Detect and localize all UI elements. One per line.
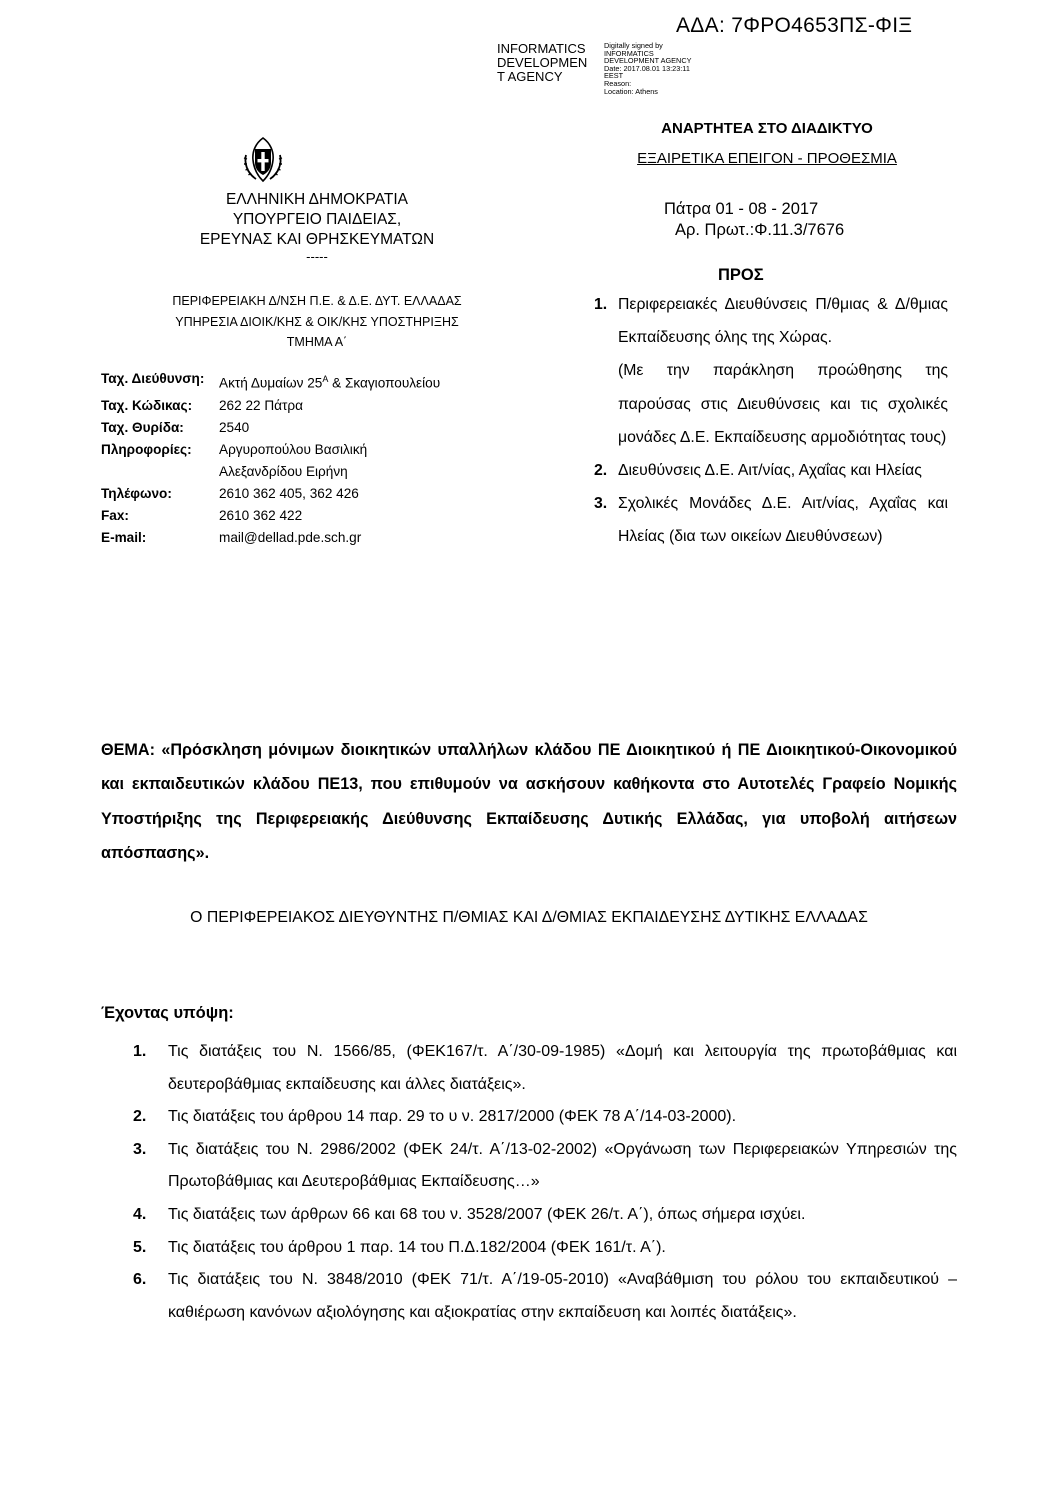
pobox-label: Ταχ. Θυρίδα:: [101, 419, 184, 435]
considering-label: Έχοντας υπόψη:: [101, 1004, 234, 1022]
contact-row-email: [101, 527, 440, 549]
contact-row-pobox: [101, 417, 440, 439]
header-divider: -----: [306, 249, 328, 264]
contact-row-info-2: [101, 461, 440, 483]
ministry-line: ΥΠΟΥΡΓΕΙΟ ΠΑΙΔΕΙΑΣ,: [232, 211, 402, 228]
consideration-number: 4.: [133, 1205, 147, 1223]
consideration-item: [101, 1101, 957, 1134]
recipient-number: 2.: [594, 462, 608, 480]
digital-signature-signer: [497, 42, 601, 84]
signature-detail-line: Digitally signed by: [604, 41, 663, 50]
consideration-number: 2.: [133, 1108, 147, 1126]
place-date: Πάτρα 01 - 08 - 2017: [664, 200, 819, 218]
fax-label: Fax:: [101, 507, 129, 523]
issuer-header: [110, 190, 524, 264]
email-value: mail@dellad.pde.sch.gr: [219, 529, 362, 545]
postcode-label: Ταχ. Κώδικας:: [101, 397, 193, 413]
subject: ΘΕΜΑ: «Πρόσκληση μόνιμων διοικητικών υπαλλήλων κλάδου ΠΕ Διοικητικού ή ΠΕ Διοικητικού-Οικονομικού και εκπαιδευτικών κλάδου ΠΕ13, που επιθυμούν να ασκήσουν καθήκοντα στο Αυτοτελές Γραφείο Νομικής Υποστήριξης της Περιφερειακής Διεύθυνσης Εκπαίδευσης Δυτικής Ελλάδας, για υποβολή αιτήσεων απόσπασης».: [101, 741, 957, 862]
recipient-note: (Με την παράκληση προώθησης της παρούσας στις Διευθύνσεις και τις σχολικές μονάδες Δ.Ε. Εκπαίδευσης αρμοδιότητας τους): [618, 362, 948, 446]
signer-line: INFORMATICS: [497, 41, 586, 56]
signature-detail-line: Date: 2017.08.01 13:23:11: [604, 63, 690, 73]
protocol-number: Αρ. Πρωτ.:Φ.11.3/7676: [675, 221, 845, 239]
phone-label: Τηλέφωνο:: [101, 485, 172, 501]
phone-value: 2610 362 405, 362 426: [219, 485, 359, 501]
post-online-flag: ΑΝΑΡΤΗΤΕΑ ΣΤΟ ΔΙΑΔΙΚΤΥΟ: [661, 120, 873, 137]
consideration-item: [101, 1264, 957, 1329]
contact-row-info: [101, 439, 440, 461]
consideration-item: [101, 1199, 957, 1232]
consideration-number: 5.: [133, 1238, 147, 1256]
ministry-line-2: ΕΡΕΥΝΑΣ ΚΑΙ ΘΡΗΣΚΕΥΜΑΤΩΝ: [199, 231, 435, 248]
fax-value: 2610 362 422: [219, 507, 303, 523]
consideration-text: Τις διατάξεις του Ν. 3848/2010 (ΦΕΚ 71/τ. Α΄/19-05-2010) «Αναβάθμιση του ρόλου του εκπαιδευτικού – καθιέρωση κανόνων αξιολόγησης και αξιοκρατίας στην εκπαίδευση και λοιπές διατάξεις».: [168, 1271, 957, 1321]
recipient-number: 1.: [594, 296, 608, 313]
signature-detail-line: EEST: [604, 71, 624, 81]
considerations-list: [101, 1036, 957, 1329]
consideration-item: [101, 1036, 957, 1101]
consideration-text: Τις διατάξεις του Ν. 1566/85, (ΦΕΚ167/τ. Α΄/30-09-1985) «Δομή και λειτουργία της πρωτοβάθμιας και δευτεροβάθμιας εκπαίδευσης και άλλες διατάξεις».: [168, 1043, 957, 1093]
greek-coat-of-arms-icon: [238, 135, 288, 185]
recipient-text: Περιφερειακές Διευθύνσεις Π/θμιας & Δ/θμιας Εκπαίδευσης όλης της Χώρας.: [618, 296, 948, 347]
email-label: E-mail:: [101, 529, 147, 545]
recipient-item: [590, 454, 948, 487]
consideration-text: Τις διατάξεις του Ν. 2986/2002 (ΦΕΚ 24/τ. Α΄/13-02-2002) «Οργάνωση των Περιφερειακών Υπηρεσιών της Πρωτοβάθμιας και Δευτεροβάθμιας Εκπαίδευσης…»: [168, 1140, 957, 1191]
service-line: ΥΠΗΡΕΣΙΑ ΔΙΟΙΚ/ΚΗΣ & ΟΙΚ/ΚΗΣ ΥΠΟΣΤΗΡΙΞΗΣ: [175, 314, 459, 329]
consideration-number: 3.: [133, 1140, 147, 1158]
info-label: Πληροφορίες:: [101, 441, 192, 457]
contact-row-postcode: [101, 395, 440, 417]
recipient-text: Διευθύνσεις Δ.Ε. Αιτ/νίας, Αχαΐας και Ηλείας: [618, 462, 922, 480]
consideration-item: [101, 1232, 957, 1265]
contact-details: [101, 368, 440, 549]
republic-line: ΕΛΛΗΝΙΚΗ ΔΗΜΟΚΡΑΤΙΑ: [225, 191, 409, 208]
recipients-list: [590, 288, 948, 554]
consideration-number: 1.: [133, 1043, 147, 1060]
signature-detail-line: DEVELOPMENT AGENCY: [604, 56, 692, 66]
recipient-number: 3.: [594, 495, 608, 513]
contact-row-address: [101, 368, 440, 395]
contact-row-fax: [101, 505, 440, 527]
signer-line: T AGENCY: [497, 69, 563, 84]
postcode-value: 262 22 Πάτρα: [219, 397, 303, 413]
section-line: ΤΜΗΜΑ Α΄: [286, 335, 348, 349]
signature-detail-line: Location: Athens: [604, 86, 658, 96]
signature-detail-line: Reason:: [604, 78, 632, 88]
recipient-text: Σχολικές Μονάδες Δ.Ε. Αιτ/νίας, Αχαΐας και Ηλείας (δια των οικείων Διευθύνσεων): [618, 495, 948, 546]
info-value-2: Αλεξανδρίδου Ειρήνη: [219, 463, 348, 479]
urgent-flag: ΕΞΑΙΡΕΤΙΚΑ ΕΠΕΙΓΟΝ - ΠΡΟΘΕΣΜΙΑ: [637, 150, 897, 167]
recipient-item: [590, 288, 948, 454]
regional-directorate-line: ΠΕΡΙΦΕΡΕΙΑΚΗ Δ/ΝΣΗ Π.Ε. & Δ.Ε. ΔΥΤ. ΕΛΛΑΔΑΣ: [172, 294, 462, 308]
digital-signature-details: [604, 42, 724, 95]
director-title: Ο ΠΕΡΙΦΕΡΕΙΑΚΟΣ ΔΙΕΥΘΥΝΤΗΣ Π/ΘΜΙΑΣ ΚΑΙ Δ/ΘΜΙΑΣ ΕΚΠΑΙΔΕΥΣΗΣ ΔΥΤΙΚΗΣ ΕΛΛΑΔΑΣ: [190, 909, 868, 926]
consideration-text: Τις διατάξεις του άρθρου 1 παρ. 14 του Π.Δ.182/2004 (ΦΕΚ 161/τ. Α΄).: [168, 1238, 666, 1256]
consideration-text: Τις διατάξεις του άρθρου 14 παρ. 29 το υ ν. 2817/2000 (ΦΕΚ 78 Α΄/14-03-2000).: [168, 1108, 737, 1126]
place-date-block: [664, 199, 844, 241]
consideration-number: 6.: [133, 1271, 147, 1289]
consideration-text: Τις διατάξεις των άρθρων 66 και 68 του ν. 3528/2007 (ΦΕΚ 26/τ. Α΄), όπως σήμερα ισχύει.: [168, 1205, 806, 1223]
signer-line: DEVELOPMEN: [497, 55, 588, 70]
info-value: Αργυροπούλου Βασιλική: [219, 441, 368, 457]
address-label: Ταχ. Διεύθυνση:: [101, 371, 205, 386]
contact-row-phone: [101, 483, 440, 505]
to-label: ΠΡΟΣ: [718, 266, 764, 284]
pobox-value: 2540: [219, 419, 250, 435]
document-flags: [597, 114, 937, 174]
signature-detail-line: INFORMATICS: [604, 48, 654, 58]
ada-code: ΑΔΑ: 7ΦΡΟ4653ΠΣ-ΦΙΞ: [676, 14, 913, 37]
recipient-item: [590, 487, 948, 553]
address-value: Ακτή Δυμαίων $25^A$ & Σκαγιοπουλείου: [219, 374, 441, 391]
consideration-item: [101, 1134, 957, 1199]
department-block: [110, 291, 524, 353]
